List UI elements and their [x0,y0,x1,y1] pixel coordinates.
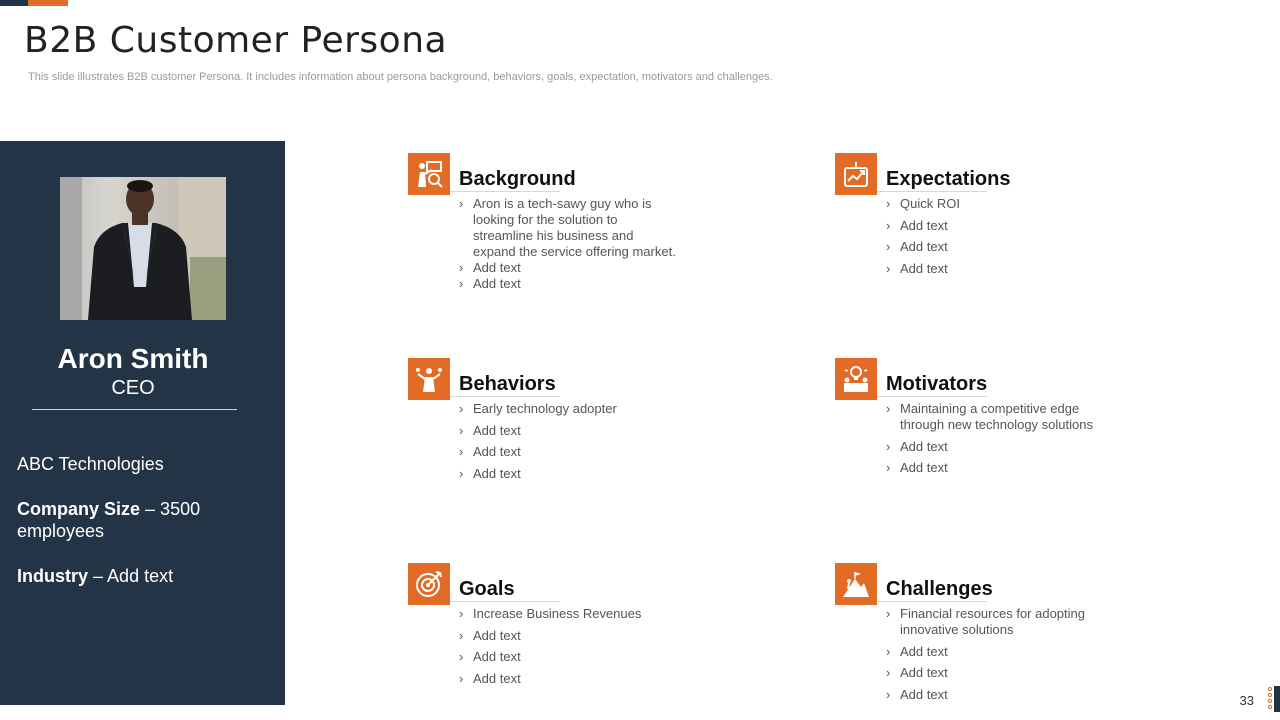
section-title: Behaviors [459,373,556,395]
section-title: Background [459,168,576,190]
section-underline [877,396,987,397]
list-item: › Add text [886,665,1106,681]
list-item: › Add text [886,460,1106,476]
list-item: › Increase Business Revenues [459,606,679,622]
section-title: Expectations [886,168,1011,190]
list-item: › Add text [459,423,679,439]
section-title: Motivators [886,373,988,395]
list-item: › Financial resources for adopting innovative solutions [886,606,1106,638]
persona-divider [32,409,237,410]
section-list [459,606,679,692]
section-title: Challenges [886,578,993,600]
persona-panel [0,141,285,705]
list-item: › Add text [459,276,679,292]
company-size-label: Company Size [17,499,141,519]
page-number: 33 [1239,693,1254,708]
list-item: › Add text [459,628,679,644]
section-title: Goals [459,578,515,600]
list-item: › Add text [886,687,1106,703]
climbing-mountain-icon [835,563,877,605]
list-item: › Add text [886,644,1106,660]
section-list [459,196,679,292]
section-underline [450,191,560,192]
persona-name: Aron Smith [57,343,209,374]
list-item: › Maintaining a competitive edge through new technology solutions [886,401,1106,433]
list-item: › Add text [459,260,679,276]
section-list [886,196,1106,282]
list-item: › Add text [459,649,679,665]
top-accent-bar-orange [28,0,68,6]
industry [17,565,257,587]
section-underline [450,601,560,602]
corner-bar-decoration [1274,686,1280,712]
company-size [17,498,257,542]
section-list [886,401,1106,482]
list-item: › Add text [459,671,679,687]
industry-value: – Add text [93,566,174,586]
list-item: › Quick ROI [886,196,1106,212]
target-icon [408,563,450,605]
section-list [886,606,1106,708]
growth-chart-icon [835,153,877,195]
list-item: › Add text [459,444,679,460]
company-size-value: – 3500 employees [17,499,201,541]
slide-subtitle: This slide illustrates B2B customer Persona. It includes information about persona background, behaviors, goals, expectation, motivators and challenges. [28,71,773,83]
list-item: › Aron is a tech-sawy guy who is looking for the solution to streamline his business and expand the service offering market. [459,196,679,260]
section-underline [877,191,987,192]
slide-title: B2B Customer Persona [24,20,448,61]
list-item: › Add text [886,261,1106,277]
corner-dots-decoration [1268,687,1272,711]
person-ideas-icon [408,358,450,400]
list-item: › Add text [459,466,679,482]
section-list [459,401,679,487]
persona-role: CEO [111,377,155,399]
list-item: › Add text [886,239,1106,255]
list-item: › Early technology adopter [459,401,679,417]
list-item: › Add text [886,439,1106,455]
avatar [60,177,226,320]
industry-label: Industry [17,566,89,586]
lightbulb-team-icon [835,358,877,400]
section-underline [450,396,560,397]
section-underline [877,601,987,602]
top-accent-bar-dark [0,0,28,6]
list-item: › Add text [886,218,1106,234]
persona-photo [60,177,226,320]
company-name: ABC Technologies [17,454,164,474]
presentation-icon [408,153,450,195]
